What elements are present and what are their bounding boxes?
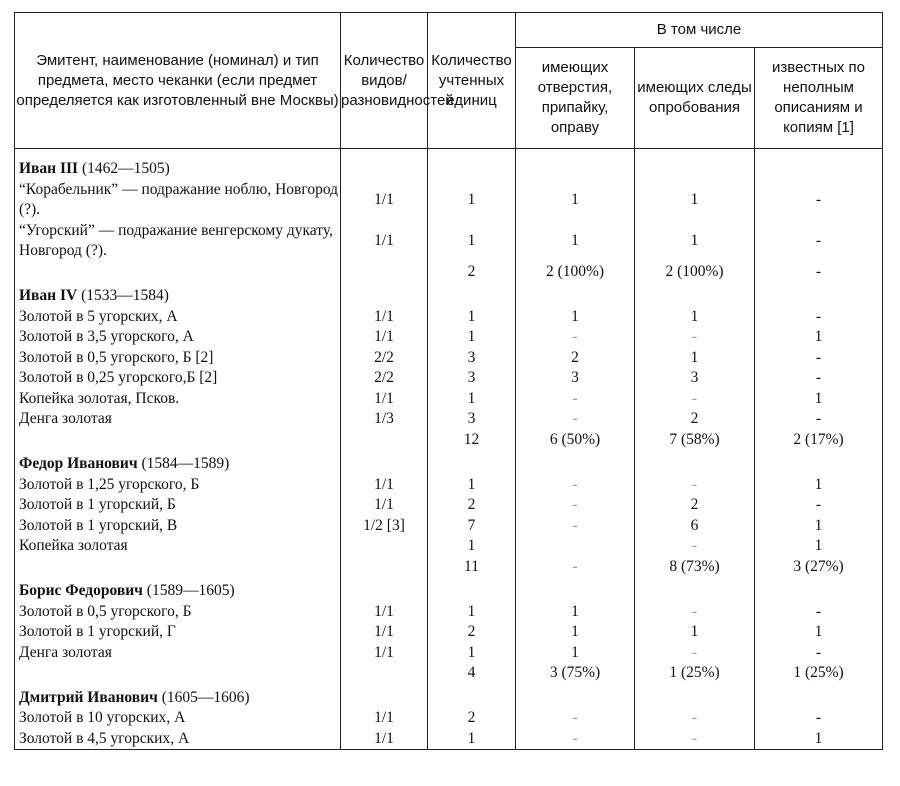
known-cell: 1 xyxy=(755,729,883,750)
item-name: Золотой в 5 угорских, А xyxy=(15,307,341,328)
holes-cell: - xyxy=(516,389,635,410)
tests-cell: - xyxy=(635,729,755,750)
known-cell: - xyxy=(755,221,883,262)
table-body xyxy=(15,149,883,750)
item-name xyxy=(15,262,341,283)
holes-cell: 3 xyxy=(516,368,635,389)
kinds-cell: 1/1 xyxy=(341,307,428,328)
item-name xyxy=(15,663,341,684)
kinds-cell: 1/3 xyxy=(341,409,428,430)
tests-cell: 1 xyxy=(635,221,755,262)
ruler-name: Иван IV xyxy=(19,287,78,304)
empty-cell xyxy=(341,450,428,475)
holes-cell: - xyxy=(516,495,635,516)
table-row xyxy=(15,622,883,643)
table-row xyxy=(15,475,883,496)
item-name: Золотой в 1 угорский, Б xyxy=(15,495,341,516)
holes-cell: 1 xyxy=(516,180,635,221)
table-row xyxy=(15,221,883,262)
item-name: Золотой в 0,25 угорского,Б [2] xyxy=(15,368,341,389)
kinds-cell: 2/2 xyxy=(341,368,428,389)
tests-cell: 1 xyxy=(635,348,755,369)
units-cell: 2 xyxy=(428,622,516,643)
tests-cell: 2 (100%) xyxy=(635,262,755,283)
header-kinds: Количество видов/разновидностей xyxy=(341,13,428,149)
tests-cell: - xyxy=(635,475,755,496)
header-group: В том числе xyxy=(516,13,883,48)
holes-cell: - xyxy=(516,729,635,750)
kinds-cell: 1/1 xyxy=(341,708,428,729)
units-cell: 1 xyxy=(428,475,516,496)
known-cell: - xyxy=(755,602,883,623)
known-cell: - xyxy=(755,643,883,664)
known-cell: 1 xyxy=(755,327,883,348)
holes-cell: - xyxy=(516,327,635,348)
item-name: Копейка золотая, Псков. xyxy=(15,389,341,410)
known-cell: 1 xyxy=(755,475,883,496)
header-tests: имеющих следы опробования xyxy=(635,48,755,149)
ruler-cell xyxy=(15,577,341,602)
kinds-cell: 1/2 [3] xyxy=(341,516,428,537)
empty-cell xyxy=(635,684,755,709)
units-cell: 4 xyxy=(428,663,516,684)
empty-cell xyxy=(428,149,516,180)
kinds-cell: 2/2 xyxy=(341,348,428,369)
holes-cell: 1 xyxy=(516,643,635,664)
table-row xyxy=(15,729,883,750)
holes-cell xyxy=(516,536,635,557)
holes-cell: - xyxy=(516,708,635,729)
empty-cell xyxy=(755,282,883,307)
units-cell: 1 xyxy=(428,327,516,348)
tests-cell: 1 xyxy=(635,622,755,643)
ruler-years: (1589—1605) xyxy=(142,582,235,599)
item-name: “Угорский” — подражание венгерскому дукату, Новгород (?). xyxy=(15,221,341,262)
ruler-name: Федор Иванович xyxy=(19,455,138,472)
known-cell: - xyxy=(755,368,883,389)
ruler-row xyxy=(15,282,883,307)
ruler-cell xyxy=(15,450,341,475)
empty-cell xyxy=(635,450,755,475)
holes-cell: - xyxy=(516,516,635,537)
known-cell: 1 (25%) xyxy=(755,663,883,684)
empty-cell xyxy=(428,282,516,307)
units-cell: 2 xyxy=(428,495,516,516)
table-row xyxy=(15,536,883,557)
ruler-years: (1462—1505) xyxy=(78,160,170,177)
ruler-years: (1533—1584) xyxy=(77,287,169,304)
known-cell: - xyxy=(755,409,883,430)
item-name: Золотой в 3,5 угорского, А xyxy=(15,327,341,348)
kinds-cell xyxy=(341,536,428,557)
ruler-row xyxy=(15,577,883,602)
empty-cell xyxy=(755,149,883,180)
item-name: Золотой в 1 угорский, В xyxy=(15,516,341,537)
empty-cell xyxy=(635,282,755,307)
item-name: Золотой в 4,5 угорских, А xyxy=(15,729,341,750)
holes-cell: 1 xyxy=(516,602,635,623)
kinds-cell: 1/1 xyxy=(341,327,428,348)
empty-cell xyxy=(428,450,516,475)
kinds-cell xyxy=(341,430,428,451)
units-cell: 1 xyxy=(428,536,516,557)
table-row xyxy=(15,307,883,328)
empty-cell xyxy=(516,450,635,475)
holes-cell: 1 xyxy=(516,307,635,328)
tests-cell: 8 (73%) xyxy=(635,557,755,578)
known-cell: - xyxy=(755,180,883,221)
known-cell: - xyxy=(755,307,883,328)
tests-cell: 2 xyxy=(635,495,755,516)
units-cell: 1 xyxy=(428,729,516,750)
known-cell: - xyxy=(755,495,883,516)
empty-cell xyxy=(635,577,755,602)
empty-cell xyxy=(341,149,428,180)
item-name: Золотой в 0,5 угорского, Б [2] xyxy=(15,348,341,369)
ruler-name: Дмитрий Иванович xyxy=(19,688,158,706)
known-cell: 1 xyxy=(755,516,883,537)
units-cell: 1 xyxy=(428,643,516,664)
kinds-cell: 1/1 xyxy=(341,389,428,410)
ruler-cell xyxy=(15,282,341,307)
coin-table xyxy=(14,12,883,750)
units-cell: 11 xyxy=(428,557,516,578)
item-name: Денга золотая xyxy=(15,409,341,430)
table-row xyxy=(15,348,883,369)
tests-cell: 1 xyxy=(635,307,755,328)
known-cell: 1 xyxy=(755,622,883,643)
item-name: “Корабельник” — подражание ноблю, Новгород (?). xyxy=(15,180,341,221)
empty-cell xyxy=(516,684,635,709)
tests-cell: - xyxy=(635,708,755,729)
kinds-cell: 1/1 xyxy=(341,729,428,750)
kinds-cell: 1/1 xyxy=(341,221,428,262)
tests-cell: - xyxy=(635,536,755,557)
units-cell: 1 xyxy=(428,221,516,262)
units-cell: 3 xyxy=(428,348,516,369)
ruler-row xyxy=(15,149,883,180)
units-cell: 1 xyxy=(428,180,516,221)
known-cell: - xyxy=(755,262,883,283)
subtotal-row xyxy=(15,663,883,684)
header-known: известных по неполным описаниям и копиям [1] xyxy=(755,48,883,149)
empty-cell xyxy=(516,149,635,180)
subtotal-row xyxy=(15,430,883,451)
holes-cell: 6 (50%) xyxy=(516,430,635,451)
table-row xyxy=(15,368,883,389)
tests-cell: 1 xyxy=(635,180,755,221)
kinds-cell: 1/1 xyxy=(341,643,428,664)
ruler-years: (1584—1589) xyxy=(137,455,230,472)
header-name: Эмитент, наименование (номинал) и тип предмета, место чеканки (если предмет определяется как изготовленный вне Москвы) xyxy=(15,13,341,149)
kinds-cell: 1/1 xyxy=(341,622,428,643)
known-cell: - xyxy=(755,348,883,369)
item-name: Денга золотая xyxy=(15,643,341,664)
tests-cell: - xyxy=(635,389,755,410)
table-row xyxy=(15,516,883,537)
kinds-cell xyxy=(341,663,428,684)
empty-cell xyxy=(755,684,883,709)
subtotal-row xyxy=(15,262,883,283)
table-row xyxy=(15,643,883,664)
ruler-years: (1605—1606) xyxy=(157,688,250,706)
tests-cell: 1 (25%) xyxy=(635,663,755,684)
units-cell: 3 xyxy=(428,409,516,430)
ruler-cell xyxy=(15,149,341,180)
table-row xyxy=(15,495,883,516)
units-cell: 1 xyxy=(428,389,516,410)
item-name xyxy=(15,557,341,578)
known-cell: 2 (17%) xyxy=(755,430,883,451)
known-cell: 1 xyxy=(755,536,883,557)
item-name: Копейка золотая xyxy=(15,536,341,557)
empty-cell xyxy=(341,577,428,602)
holes-cell: 3 (75%) xyxy=(516,663,635,684)
table-row xyxy=(15,708,883,729)
known-cell: - xyxy=(755,708,883,729)
table-row xyxy=(15,327,883,348)
kinds-cell xyxy=(341,262,428,283)
item-name: Золотой в 1,25 угорского, Б xyxy=(15,475,341,496)
holes-cell: 1 xyxy=(516,622,635,643)
item-name xyxy=(15,430,341,451)
kinds-cell: 1/1 xyxy=(341,475,428,496)
table-row xyxy=(15,602,883,623)
units-cell: 1 xyxy=(428,602,516,623)
holes-cell: - xyxy=(516,557,635,578)
known-cell: 3 (27%) xyxy=(755,557,883,578)
units-cell: 12 xyxy=(428,430,516,451)
holes-cell: 1 xyxy=(516,221,635,262)
empty-cell xyxy=(516,577,635,602)
table-row xyxy=(15,409,883,430)
holes-cell: - xyxy=(516,475,635,496)
tests-cell: 3 xyxy=(635,368,755,389)
kinds-cell: 1/1 xyxy=(341,602,428,623)
kinds-cell: 1/1 xyxy=(341,495,428,516)
empty-cell xyxy=(341,282,428,307)
ruler-row xyxy=(15,684,883,709)
empty-cell xyxy=(428,684,516,709)
kinds-cell xyxy=(341,557,428,578)
empty-cell xyxy=(428,577,516,602)
holes-cell: 2 xyxy=(516,348,635,369)
table-row xyxy=(15,389,883,410)
table-row xyxy=(15,180,883,221)
tests-cell: 7 (58%) xyxy=(635,430,755,451)
tests-cell: - xyxy=(635,602,755,623)
empty-cell xyxy=(755,450,883,475)
empty-cell xyxy=(755,577,883,602)
empty-cell xyxy=(341,684,428,709)
holes-cell: - xyxy=(516,409,635,430)
ruler-cell xyxy=(15,684,341,709)
units-cell: 7 xyxy=(428,516,516,537)
tests-cell: - xyxy=(635,643,755,664)
ruler-name: Борис Федорович xyxy=(19,582,143,599)
header-holes: имеющих отверстия, припайку, оправу xyxy=(516,48,635,149)
item-name: Золотой в 10 угорских, А xyxy=(15,708,341,729)
units-cell: 2 xyxy=(428,262,516,283)
known-cell: 1 xyxy=(755,389,883,410)
item-name: Золотой в 0,5 угорского, Б xyxy=(15,602,341,623)
units-cell: 3 xyxy=(428,368,516,389)
header-units: Количество учтенных единиц xyxy=(428,13,516,149)
ruler-name: Иван III xyxy=(19,160,79,177)
ruler-row xyxy=(15,450,883,475)
tests-cell: 2 xyxy=(635,409,755,430)
subtotal-row xyxy=(15,557,883,578)
tests-cell: 6 xyxy=(635,516,755,537)
kinds-cell: 1/1 xyxy=(341,180,428,221)
empty-cell xyxy=(635,149,755,180)
units-cell: 1 xyxy=(428,307,516,328)
empty-cell xyxy=(516,282,635,307)
units-cell: 2 xyxy=(428,708,516,729)
holes-cell: 2 (100%) xyxy=(516,262,635,283)
tests-cell: - xyxy=(635,327,755,348)
item-name: Золотой в 1 угорский, Г xyxy=(15,622,341,643)
